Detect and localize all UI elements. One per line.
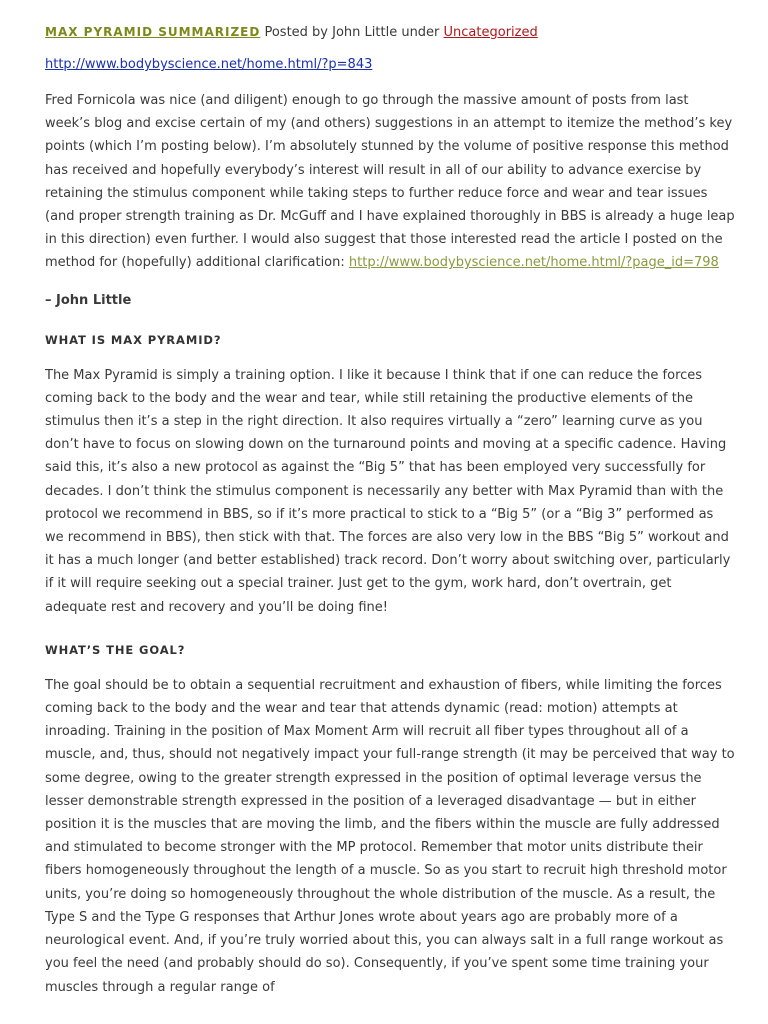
post-title-link[interactable]: MAX PYRAMID SUMMARIZED: [45, 25, 261, 39]
intro-text: Fred Fornicola was nice (and diligent) enough to go through the massive amount of posts from last week’s blog and excise certain of my (and others) suggestions in an attempt to itemize the method’s key points (which I’m posting below). I’m absolutely stunned by the volume of positive response this method has received and hopefully everybody’s interest will result in all of our ability to advance exercise by retaining the stimulus component while taking steps to further reduce force and wear and tear issues (and proper strength training as Dr. McGuff and I have explained thoroughly in BBS is already a huge leap in this direction) even further. I would also suggest that those interested read the article I posted on the method for (hopefully) additional clarification:: [45, 93, 735, 271]
intro-paragraph: [45, 89, 736, 275]
section-heading-what-is: WHAT IS MAX PYRAMID?: [45, 332, 222, 347]
section-heading-goal: WHAT’S THE GOAL?: [45, 642, 186, 657]
source-url-line: [45, 57, 736, 73]
category-link[interactable]: Uncategorized: [443, 25, 538, 40]
attribution: – John Little: [45, 292, 132, 308]
posted-by-text: Posted by John Little under: [260, 25, 444, 40]
post-header: [45, 24, 736, 41]
section-body-what-is: The Max Pyramid is simply a training option. I like it because I think that if one can reduce the forces coming back to the body and the wear and tear, while still retaining the productive elements of the stimulus then it’s a step in the right direction. It also requires virtually a “zero” learning curve as you don’t have to focus on slowing down on the turnaround points and moving at a specific cadence. Having said this, it’s also a new protocol as against the “Big 5” that has been employed very successfully for decades. I don’t think the stimulus component is necessarily any better with Max Pyramid than with the protocol we recommend in BBS, so if it’s more practical to stick to a “Big 5” (or a “Big 3” performed as we recommend in BBS), then stick with that. The forces are also very low in the BBS “Big 5” workout and it has a much longer (and better established) track record. Don’t worry about switching over, particularly if it will require seeking out a special trainer. Just get to the gym, work hard, don’t overtrain, get adequate rest and recovery and you’ll be doing fine!: [45, 367, 731, 615]
section-body-goal: The goal should be to obtain a sequential recruitment and exhaustion of fibers, while limiting the forces coming back to the body and the wear and tear that attends dynamic (read: motion) attempts at inroading. Training in the position of Max Moment Arm will recruit all fiber types throughout all of a muscle, and, thus, should not negatively impact your full-range strength (it may be perceived that way to some degree, owing to the greater strength expressed in the position of optimal leverage versus the lesser demonstrable strength expressed in the position of a leveraged disadvantage — but in either position it is the muscles that are moving the limb, and the fibers within the muscle are fully addressed and stimulated to become stronger with the MP protocol. Remember that motor units distribute their fibers homogeneously throughout the length of a muscle. So as you start to recruit high threshold motor units, you’re doing so homogeneously throughout the whole distribution of the muscle. As a result, the Type S and the Type G responses that Arthur Jones wrote about years ago are probably more of a neurological event. And, if you’re truly worried about this, you can always salt in a full range workout as you feel the need (and probably should do so). Consequently, if you’ve spent some time training your muscles through a regular range of: [45, 677, 735, 995]
source-url-link[interactable]: http://www.bodybyscience.net/home.html/?p=843: [45, 57, 373, 72]
article-link[interactable]: http://www.bodybyscience.net/home.html/?page_id=798: [348, 255, 719, 271]
